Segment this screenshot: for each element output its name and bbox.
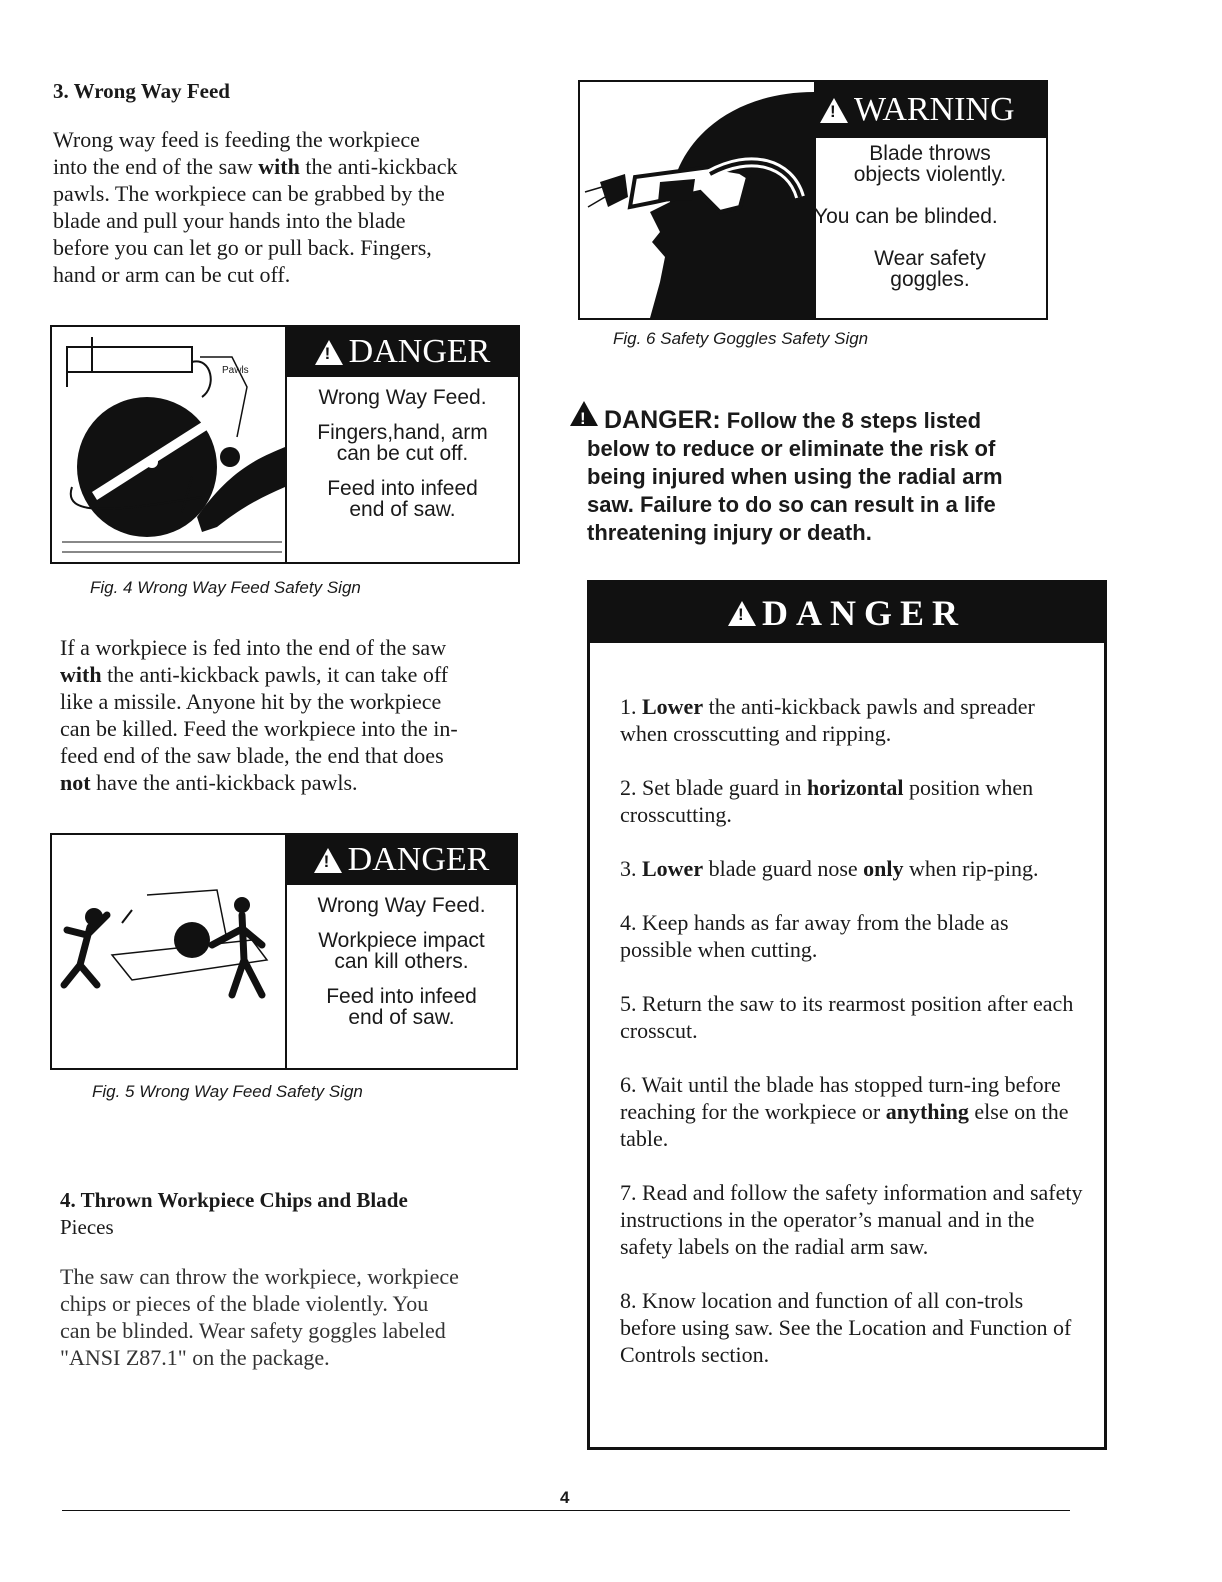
section-3-paragraph: Wrong way feed is feeding the workpiece into the end of the saw with the anti-kickback pawls. The workpiece can be grabbed by the blade and pull your hands into the blade before you can let go or pull back. Fingers, hand or arm can be cut off. [53, 127, 458, 287]
danger-steps-bar: ! DANGER [590, 583, 1104, 643]
fig5-caption: Fig. 5 Wrong Way Feed Safety Sign [92, 1082, 363, 1101]
step-item: 3. Lower blade guard nose only when rip-ping. [620, 856, 1039, 881]
warning-triangle-icon [314, 848, 342, 873]
fig5-danger-sign [50, 833, 518, 1070]
warning-triangle-icon [315, 340, 343, 365]
fig4-danger-bar: ! DANGER [287, 327, 518, 377]
page-number: 4 [560, 1488, 570, 1507]
fig5-line3b: end of saw. [348, 1006, 455, 1029]
fig6-line2: You can be blinded. [814, 205, 998, 228]
step-item: 7. Read and follow the safety information and safety instructions in the operator’s manual and in the safety labels on the radial arm saw. [620, 1180, 1083, 1259]
fig6-line3a: Wear safety [874, 247, 986, 270]
fig5-danger-bar: ! DANGER [287, 835, 516, 885]
fig4-line3a: Feed into infeed [327, 477, 478, 500]
fig4-line3b: end of saw. [349, 498, 456, 521]
fig4-caption: Fig. 4 Wrong Way Feed Safety Sign [90, 578, 361, 597]
fig4-line1: Wrong Way Feed. [318, 386, 487, 409]
danger-steps-list [620, 693, 1084, 1368]
fig5-line2b: can kill others. [334, 950, 469, 973]
warning-triangle-icon [570, 401, 598, 426]
warning-triangle-icon [728, 601, 756, 626]
section-3-heading: 3. Wrong Way Feed [53, 79, 230, 103]
step-item: 4. Keep hands as far away from the blade as possible when cutting. [620, 910, 1009, 962]
wrong-way-feed-illustration [52, 327, 287, 562]
danger-note: !DANGER: Follow the 8 steps listed below to reduce or eliminate the risk of being injured when using the radial arm saw. Failure to do so can result in a life threatening injury or death. [570, 403, 1090, 547]
section-4-heading: 4. Thrown Workpiece Chips and Blade Pieces [60, 1188, 408, 1239]
fig5-sign-text [287, 835, 516, 1068]
footer-rule [62, 1510, 1070, 1511]
safety-goggles-illustration [580, 82, 816, 318]
step-item: 6. Wait until the blade has stopped turn-ing before reaching for the workpiece or anything else on the table. [620, 1072, 1069, 1151]
fig5-line1: Wrong Way Feed. [317, 894, 486, 917]
pawls-label: Pawls [222, 365, 249, 376]
step-item: 1. Lower the anti-kickback pawls and spreader when crosscutting and ripping. [620, 694, 1035, 746]
section-4-paragraph: The saw can throw the workpiece, workpiece chips or pieces of the blade violently. You can be blinded. Wear safety goggles labeled "ANSI Z87.1" on the package. [60, 1264, 459, 1370]
fig4-danger-sign [50, 325, 520, 564]
step-item: 2. Set blade guard in horizontal position when crosscutting. [620, 775, 1034, 827]
fig4-sign-text [287, 327, 518, 562]
fig6-line1b: objects violently. [853, 163, 1007, 186]
workpiece-impact-illustration [52, 835, 287, 1068]
fig6-warning-sign [578, 80, 1048, 320]
fig6-warning-bar: ! WARNING [814, 82, 1046, 138]
fig5-line2a: Workpiece impact [318, 929, 485, 952]
fig6-caption: Fig. 6 Safety Goggles Safety Sign [613, 329, 869, 348]
fig4-line2a: Fingers,hand, arm [317, 421, 488, 444]
middle-paragraph: If a workpiece is fed into the end of the saw with the anti-kickback pawls, it can take off like a missile. Anyone hit by the workpiece can be killed. Feed the workpiece into the in- feed end of the saw blade, the end that does not have the anti-kickback pawls. [60, 635, 458, 795]
fig6-line3b: goggles. [890, 268, 970, 291]
fig5-line3a: Feed into infeed [326, 985, 477, 1008]
fig4-line2b: can be cut off. [336, 442, 469, 465]
fig6-sign-text [814, 82, 1046, 318]
warning-triangle-icon [820, 98, 848, 123]
fig6-line1a: Blade throws [869, 142, 991, 165]
step-item: 8. Know location and function of all con-trols before using saw. See the Location and Function of Controls section. [620, 1288, 1072, 1367]
step-item: 5. Return the saw to its rearmost position after each crosscut. [620, 991, 1074, 1043]
danger-steps-box [587, 580, 1107, 1450]
